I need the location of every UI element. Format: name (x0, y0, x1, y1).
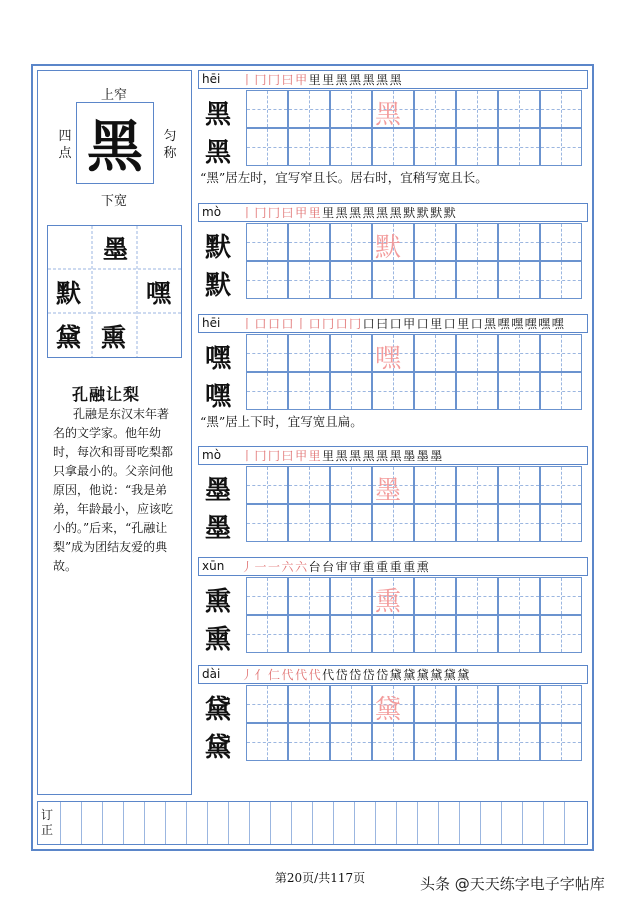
compound-bottom-left: 黛 (56, 323, 82, 352)
writing-note: “黑”居左时，宜写窄且长。居右时，宜稍写宽且长。 (200, 170, 488, 185)
practice-cell[interactable] (330, 723, 372, 761)
stroke-step: 曰 (281, 73, 296, 87)
practice-cell[interactable] (288, 723, 330, 761)
stroke-step: 口甲 (389, 317, 417, 331)
stroke-step: 丿 (241, 668, 255, 682)
stroke-step: 黑 (362, 206, 377, 220)
stroke-step: 冂 (268, 206, 282, 220)
stroke-step: 一 (254, 560, 269, 574)
stroke-step: 嘿 (511, 317, 525, 331)
stroke-step: 重 (403, 560, 417, 574)
practice-cell[interactable] (414, 90, 456, 128)
practice-cell[interactable] (246, 723, 288, 761)
model-character: 熏 (204, 587, 231, 617)
stroke-step: 熏 (416, 560, 431, 574)
practice-cell[interactable] (456, 90, 498, 128)
trace-character: 嘿 (374, 344, 401, 374)
stroke-step: 甲 (295, 73, 309, 87)
stroke-step: 冂 (254, 206, 269, 220)
main-character: 黑 (76, 102, 154, 184)
practice-cell[interactable] (372, 372, 414, 410)
model-character: 嘿 (204, 344, 231, 374)
practice-cell[interactable] (456, 685, 498, 723)
stroke-step: 台 (308, 560, 323, 574)
stroke-step: 代 (295, 668, 309, 682)
stroke-sequence (241, 71, 403, 88)
trace-character: 墨 (374, 476, 401, 506)
practice-cell[interactable] (414, 128, 456, 166)
correction-cell[interactable] (396, 802, 417, 844)
model-character: 黛 (204, 695, 231, 725)
practice-cell[interactable] (246, 615, 288, 653)
correction-cell[interactable] (438, 802, 459, 844)
practice-cell[interactable] (456, 615, 498, 653)
practice-cell[interactable] (540, 685, 582, 723)
stroke-step: 黑 (389, 449, 404, 463)
stroke-step: 默 (416, 206, 431, 220)
stroke-step: 嘿 (551, 317, 566, 331)
stroke-step: 里 (322, 206, 336, 220)
correction-cell[interactable] (480, 802, 501, 844)
stroke-step: 里 (322, 449, 336, 463)
right-label-1: 匀 (163, 129, 177, 144)
practice-row (198, 504, 588, 542)
stroke-step: 黛 (443, 668, 458, 682)
practice-cell[interactable] (330, 577, 372, 615)
correction-cell[interactable] (459, 802, 480, 844)
stroke-order-strip (198, 203, 588, 222)
stroke-step: 黛 (457, 668, 471, 682)
practice-cell[interactable] (372, 128, 414, 166)
practice-cell[interactable] (246, 577, 288, 615)
model-character: 默 (204, 271, 231, 301)
correction-cell[interactable] (165, 802, 186, 844)
correction-cell[interactable] (417, 802, 438, 844)
correction-cell[interactable] (207, 802, 228, 844)
practice-cell[interactable] (414, 334, 456, 372)
stroke-step: 口冂 (308, 317, 336, 331)
right-label-2: 称 (163, 146, 177, 161)
compound-grid (47, 225, 182, 358)
stroke-step: 六 (281, 560, 296, 574)
practice-cell[interactable] (288, 261, 330, 299)
practice-cell[interactable] (540, 615, 582, 653)
practice-cell[interactable] (498, 334, 540, 372)
correction-cell[interactable] (501, 802, 522, 844)
correction-cell[interactable] (186, 802, 207, 844)
practice-cell[interactable] (330, 128, 372, 166)
stroke-step: 代 (308, 668, 323, 682)
practice-cell[interactable] (414, 577, 456, 615)
stroke-step: 黑 (376, 449, 390, 463)
stroke-step: 口曰 (362, 317, 390, 331)
watermark: 头条 @天天练字电子字帖库 (420, 875, 605, 893)
stroke-step: 默 (443, 206, 458, 220)
stroke-step: 冂 (254, 449, 269, 463)
stroke-step: 黑 (389, 206, 404, 220)
practice-cell[interactable] (456, 334, 498, 372)
practice-cell[interactable] (330, 223, 372, 261)
pinyin: hēi (202, 316, 221, 330)
stroke-step: 口冂 (335, 317, 363, 331)
stroke-step: 嘿 (497, 317, 512, 331)
correction-cell[interactable] (249, 802, 270, 844)
stroke-step: 墨 (416, 449, 431, 463)
practice-cell[interactable] (330, 504, 372, 542)
correction-cell[interactable] (123, 802, 144, 844)
practice-cell[interactable] (456, 723, 498, 761)
practice-row (198, 128, 588, 166)
practice-cell[interactable] (288, 372, 330, 410)
trace-character: 熏 (374, 587, 401, 617)
practice-cell[interactable] (498, 372, 540, 410)
practice-cell[interactable] (330, 372, 372, 410)
stroke-step: 黑 (389, 73, 404, 87)
stroke-step: 甲 (295, 206, 309, 220)
practice-cell[interactable] (246, 261, 288, 299)
correction-cell[interactable] (102, 802, 123, 844)
stroke-step: 丨 (241, 73, 255, 87)
stroke-step: 墨 (430, 449, 444, 463)
stroke-step: 黛 (430, 668, 444, 682)
stroke-step: 代 (322, 668, 336, 682)
practice-cell[interactable] (330, 334, 372, 372)
stroke-step: 丨 (241, 206, 255, 220)
stroke-step: 黑 (349, 206, 363, 220)
correction-cell[interactable] (228, 802, 249, 844)
stroke-step: 黑 (362, 449, 377, 463)
practice-cell[interactable] (372, 723, 414, 761)
stroke-step: 冂 (254, 73, 269, 87)
practice-cell[interactable] (540, 372, 582, 410)
stroke-step: 重 (376, 560, 390, 574)
story-body: 孔融是东汉末年著名的文学家。他年幼时，每次和哥哥吃梨都只拿最小的。父亲问他原因，他说：“我是弟弟，年龄最小，应该吃小的。”后来，“孔融让梨”成为团结友爱的典故。 (53, 407, 174, 573)
practice-cell[interactable] (246, 334, 288, 372)
practice-cell[interactable] (288, 466, 330, 504)
correction-cell[interactable] (60, 802, 81, 844)
stroke-step: 黛 (403, 668, 417, 682)
practice-cell[interactable] (498, 90, 540, 128)
stroke-step: 黛 (416, 668, 431, 682)
correction-cell[interactable] (522, 802, 543, 844)
stroke-step: 里 (308, 206, 323, 220)
stroke-step: 冂 (268, 73, 282, 87)
practice-cell[interactable] (456, 372, 498, 410)
stroke-step: 里 (308, 73, 323, 87)
stroke-step: 仁 (268, 668, 282, 682)
practice-cell[interactable] (414, 615, 456, 653)
practice-row (198, 372, 588, 410)
practice-cell[interactable] (540, 90, 582, 128)
bottom-label: 下宽 (101, 194, 128, 209)
practice-cell[interactable] (372, 261, 414, 299)
stroke-step: 重 (362, 560, 377, 574)
page-number: 第20页/共117页 (274, 871, 366, 885)
stroke-sequence (241, 204, 457, 221)
correction-strip (37, 801, 588, 845)
practice-cell[interactable] (330, 261, 372, 299)
practice-cell[interactable] (414, 466, 456, 504)
compound-top: 墨 (103, 235, 129, 264)
pinyin: mò (202, 205, 222, 219)
practice-cell[interactable] (288, 577, 330, 615)
stroke-step: 亻 (254, 668, 269, 682)
practice-cell[interactable] (288, 334, 330, 372)
practice-cell[interactable] (540, 723, 582, 761)
practice-cell[interactable] (414, 223, 456, 261)
correction-cell[interactable] (312, 802, 333, 844)
practice-cell[interactable] (540, 334, 582, 372)
practice-cell[interactable] (246, 128, 288, 166)
correction-cell[interactable] (564, 802, 585, 844)
practice-cell[interactable] (540, 577, 582, 615)
stroke-step: 黑 (335, 206, 350, 220)
stroke-sequence (241, 666, 471, 683)
practice-cell[interactable] (414, 372, 456, 410)
practice-cell[interactable] (456, 223, 498, 261)
model-character: 墨 (204, 476, 231, 506)
stroke-step: 嘿 (538, 317, 552, 331)
model-character: 黑 (204, 100, 231, 130)
practice-cell[interactable] (288, 504, 330, 542)
stroke-step: 曰 (281, 449, 296, 463)
stroke-step: 台 (322, 560, 336, 574)
correction-cell[interactable] (144, 802, 165, 844)
pinyin: xūn (202, 559, 225, 573)
practice-cell[interactable] (288, 128, 330, 166)
practice-cell[interactable] (288, 685, 330, 723)
practice-cell[interactable] (540, 128, 582, 166)
stroke-step: 一 (268, 560, 282, 574)
practice-cell[interactable] (288, 615, 330, 653)
stroke-step: 审 (335, 560, 350, 574)
stroke-step: 冂 (268, 449, 282, 463)
stroke-step: 黛 (389, 668, 404, 682)
stroke-step: 岱 (335, 668, 350, 682)
stroke-step: 代 (281, 668, 296, 682)
model-character: 嘿 (204, 382, 231, 412)
stroke-step: 甲 (295, 449, 309, 463)
correction-cell[interactable] (543, 802, 564, 844)
stroke-step: 口 (254, 317, 269, 331)
stroke-sequence (241, 447, 444, 464)
practice-cell[interactable] (498, 723, 540, 761)
practice-cell[interactable] (372, 615, 414, 653)
stroke-step: 黑 (376, 73, 390, 87)
practice-cell[interactable] (498, 615, 540, 653)
correction-label: 订 正 (41, 808, 54, 837)
compound-right: 嘿 (146, 279, 172, 308)
practice-cell[interactable] (498, 685, 540, 723)
stroke-step: 重 (389, 560, 404, 574)
practice-cell[interactable] (288, 90, 330, 128)
stroke-order-strip (198, 446, 588, 465)
stroke-step: 黑 (362, 73, 377, 87)
writing-note: “黑”居上下时，宜写宽且扁。 (200, 414, 363, 429)
pinyin: dài (202, 667, 221, 681)
practice-cell[interactable] (456, 128, 498, 166)
stroke-step: 口里 (443, 317, 471, 331)
compound-left: 默 (56, 279, 82, 308)
correction-cell[interactable] (291, 802, 312, 844)
trace-character: 默 (374, 233, 401, 263)
correction-cell[interactable] (354, 802, 375, 844)
practice-cell[interactable] (246, 466, 288, 504)
practice-cell[interactable] (456, 504, 498, 542)
practice-cell[interactable] (246, 90, 288, 128)
practice-cell[interactable] (498, 504, 540, 542)
model-character: 黛 (204, 733, 231, 763)
stroke-step: 里 (308, 449, 323, 463)
practice-cell[interactable] (246, 223, 288, 261)
compound-bottom-center: 熏 (101, 323, 127, 352)
practice-cell[interactable] (456, 577, 498, 615)
stroke-order-strip (198, 665, 588, 684)
practice-cell[interactable] (498, 223, 540, 261)
top-label: 上窄 (101, 88, 128, 103)
story-title: 孔融让梨 (72, 385, 141, 404)
practice-cell[interactable] (498, 466, 540, 504)
correction-cell[interactable] (375, 802, 396, 844)
practice-cell[interactable] (330, 90, 372, 128)
practice-cell[interactable] (456, 466, 498, 504)
model-character: 熏 (204, 625, 231, 655)
stroke-step: 黑 (349, 449, 363, 463)
practice-cell[interactable] (498, 128, 540, 166)
correction-cell[interactable] (270, 802, 291, 844)
practice-row (198, 723, 588, 761)
stroke-step: 口 (268, 317, 282, 331)
stroke-step: 嘿 (524, 317, 539, 331)
practice-cell[interactable] (414, 685, 456, 723)
stroke-step: 岱 (376, 668, 390, 682)
practice-cell[interactable] (246, 504, 288, 542)
stroke-step: 黑 (335, 73, 350, 87)
left-label-2: 点 (58, 146, 72, 161)
pinyin: hēi (202, 72, 221, 86)
stroke-step: 六 (295, 560, 309, 574)
correction-cell[interactable] (333, 802, 354, 844)
trace-character: 黑 (374, 100, 401, 130)
practice-cell[interactable] (330, 615, 372, 653)
stroke-order-strip (198, 557, 588, 576)
stroke-step: 岱 (362, 668, 377, 682)
stroke-step: 曰 (281, 206, 296, 220)
stroke-step: 里 (322, 73, 336, 87)
practice-cell[interactable] (414, 504, 456, 542)
practice-cell[interactable] (246, 685, 288, 723)
stroke-step: 默 (403, 206, 417, 220)
practice-cell[interactable] (414, 723, 456, 761)
stroke-sequence (241, 558, 430, 575)
stroke-step: 丨 (241, 449, 255, 463)
practice-cell[interactable] (540, 223, 582, 261)
practice-cell[interactable] (498, 577, 540, 615)
correction-cell[interactable] (81, 802, 102, 844)
stroke-step: 口黑 (470, 317, 498, 331)
practice-cell[interactable] (330, 466, 372, 504)
practice-cell[interactable] (288, 223, 330, 261)
stroke-step: 口里 (416, 317, 444, 331)
stroke-step: 默 (430, 206, 444, 220)
trace-character: 黛 (374, 695, 401, 725)
stroke-step: 黑 (349, 73, 363, 87)
model-character: 墨 (204, 514, 231, 544)
practice-row (198, 261, 588, 299)
stroke-order-strip (198, 314, 588, 333)
stroke-step: 墨 (403, 449, 417, 463)
practice-cell[interactable] (540, 466, 582, 504)
stroke-step: 审 (349, 560, 363, 574)
stroke-step: 丨 (241, 317, 255, 331)
practice-cell[interactable] (414, 261, 456, 299)
practice-cell[interactable] (372, 504, 414, 542)
practice-cell[interactable] (498, 261, 540, 299)
practice-cell[interactable] (540, 261, 582, 299)
practice-row (198, 615, 588, 653)
practice-cell[interactable] (456, 261, 498, 299)
practice-cell[interactable] (330, 685, 372, 723)
model-character: 默 (204, 233, 231, 263)
stroke-sequence (241, 315, 565, 332)
stroke-step: 岱 (349, 668, 363, 682)
practice-cell[interactable] (246, 372, 288, 410)
model-character: 黑 (204, 138, 231, 168)
stroke-order-strip (198, 70, 588, 89)
practice-cell[interactable] (540, 504, 582, 542)
stroke-step: 口丨 (281, 317, 309, 331)
left-label-1: 四 (58, 129, 72, 144)
stroke-step: 黑 (335, 449, 350, 463)
stroke-step: 丿 (241, 560, 255, 574)
stroke-step: 黑 (376, 206, 390, 220)
pinyin: mò (202, 448, 222, 462)
